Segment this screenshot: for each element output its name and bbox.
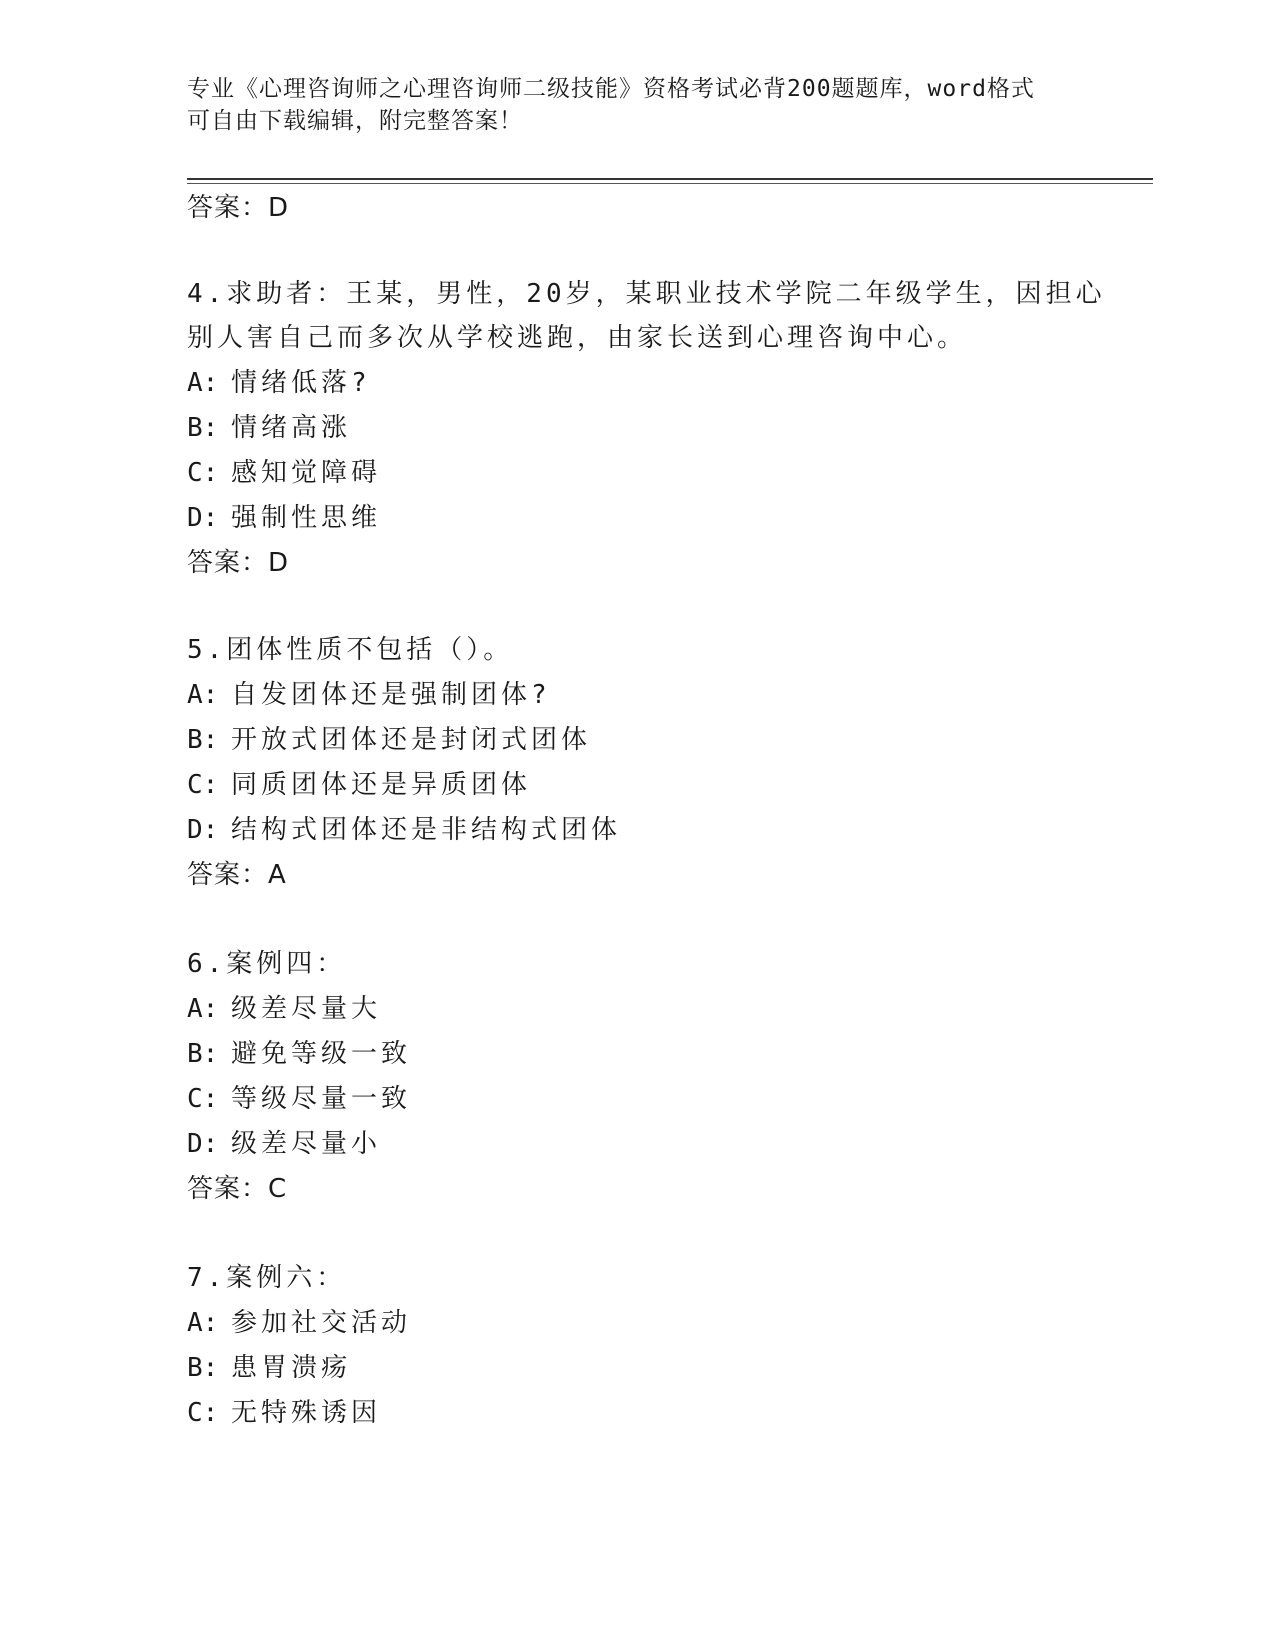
question-stem-continued: 别人害自己而多次从学校逃跑，由家长送到心理咨询中心。	[187, 323, 968, 353]
option-text: 开放式团体还是封闭式团体	[231, 725, 592, 755]
document-header	[187, 73, 1067, 137]
question-stem: 7.案例六：	[187, 1263, 347, 1293]
option-text: 自发团体还是强制团体?	[231, 680, 551, 710]
answer-line	[187, 191, 289, 225]
option-label: D:	[187, 503, 219, 533]
option-a	[187, 1306, 411, 1340]
answer-line	[187, 546, 289, 580]
option-text: 情绪高涨	[231, 413, 352, 443]
option-text: 等级尽量一致	[231, 1084, 412, 1114]
answer-prefix: 答案：	[187, 860, 269, 890]
header-divider-thin	[187, 183, 1153, 184]
option-a	[187, 678, 551, 712]
option-b	[187, 723, 591, 757]
answer-line	[187, 1172, 287, 1206]
option-b	[187, 411, 351, 445]
header-divider	[187, 178, 1153, 180]
option-label: A:	[187, 368, 219, 398]
option-text: 患胃溃疡	[231, 1353, 352, 1383]
option-label: B:	[187, 1039, 219, 1069]
option-d	[187, 813, 621, 847]
question-stem: 4.求助者：王某，男性，20岁，某职业技术学院二年级学生，因担心	[187, 279, 1106, 309]
option-c	[187, 456, 381, 490]
question-stem: 6.案例四：	[187, 949, 347, 979]
option-text: 同质团体还是异质团体	[231, 770, 532, 800]
option-text: 感知觉障碍	[231, 458, 382, 488]
option-label: D:	[187, 815, 219, 845]
header-line-2: 可自由下载编辑，附完整答案！	[187, 108, 523, 134]
option-c	[187, 1082, 411, 1116]
answer-prefix: 答案：	[187, 1174, 269, 1204]
answer-value: A	[268, 860, 287, 890]
option-text: 情绪低落?	[231, 368, 371, 398]
option-label: C:	[187, 458, 219, 488]
header-line-1: 专业《心理咨询师之心理咨询师二级技能》资格考试必背200题题库，word格式	[187, 76, 1035, 102]
option-b	[187, 1037, 411, 1071]
option-text: 结构式团体还是非结构式团体	[231, 815, 622, 845]
option-d	[187, 1127, 381, 1161]
answer-value: D	[268, 193, 290, 223]
option-label: A:	[187, 680, 219, 710]
question-stem: 5.团体性质不包括（）。	[187, 635, 514, 665]
answer-line	[187, 858, 287, 892]
option-text: 避免等级一致	[231, 1039, 412, 1069]
option-label: C:	[187, 1084, 219, 1114]
option-a	[187, 366, 371, 400]
option-text: 级差尽量大	[231, 994, 382, 1024]
option-text: 无特殊诱因	[231, 1398, 382, 1428]
option-label: B:	[187, 1353, 219, 1383]
option-c	[187, 1396, 381, 1430]
option-label: A:	[187, 1308, 219, 1338]
option-label: A:	[187, 994, 219, 1024]
option-text: 级差尽量小	[231, 1129, 382, 1159]
option-b	[187, 1351, 351, 1385]
answer-value: C	[268, 1174, 288, 1204]
option-label: D:	[187, 1129, 219, 1159]
option-d	[187, 501, 381, 535]
option-c	[187, 768, 531, 802]
answer-prefix: 答案：	[187, 193, 269, 223]
option-label: B:	[187, 725, 219, 755]
option-text: 参加社交活动	[231, 1308, 412, 1338]
option-label: B:	[187, 413, 219, 443]
option-a	[187, 992, 381, 1026]
answer-prefix: 答案：	[187, 548, 269, 578]
option-label: C:	[187, 1398, 219, 1428]
answer-value: D	[268, 548, 290, 578]
option-label: C:	[187, 770, 219, 800]
option-text: 强制性思维	[231, 503, 382, 533]
